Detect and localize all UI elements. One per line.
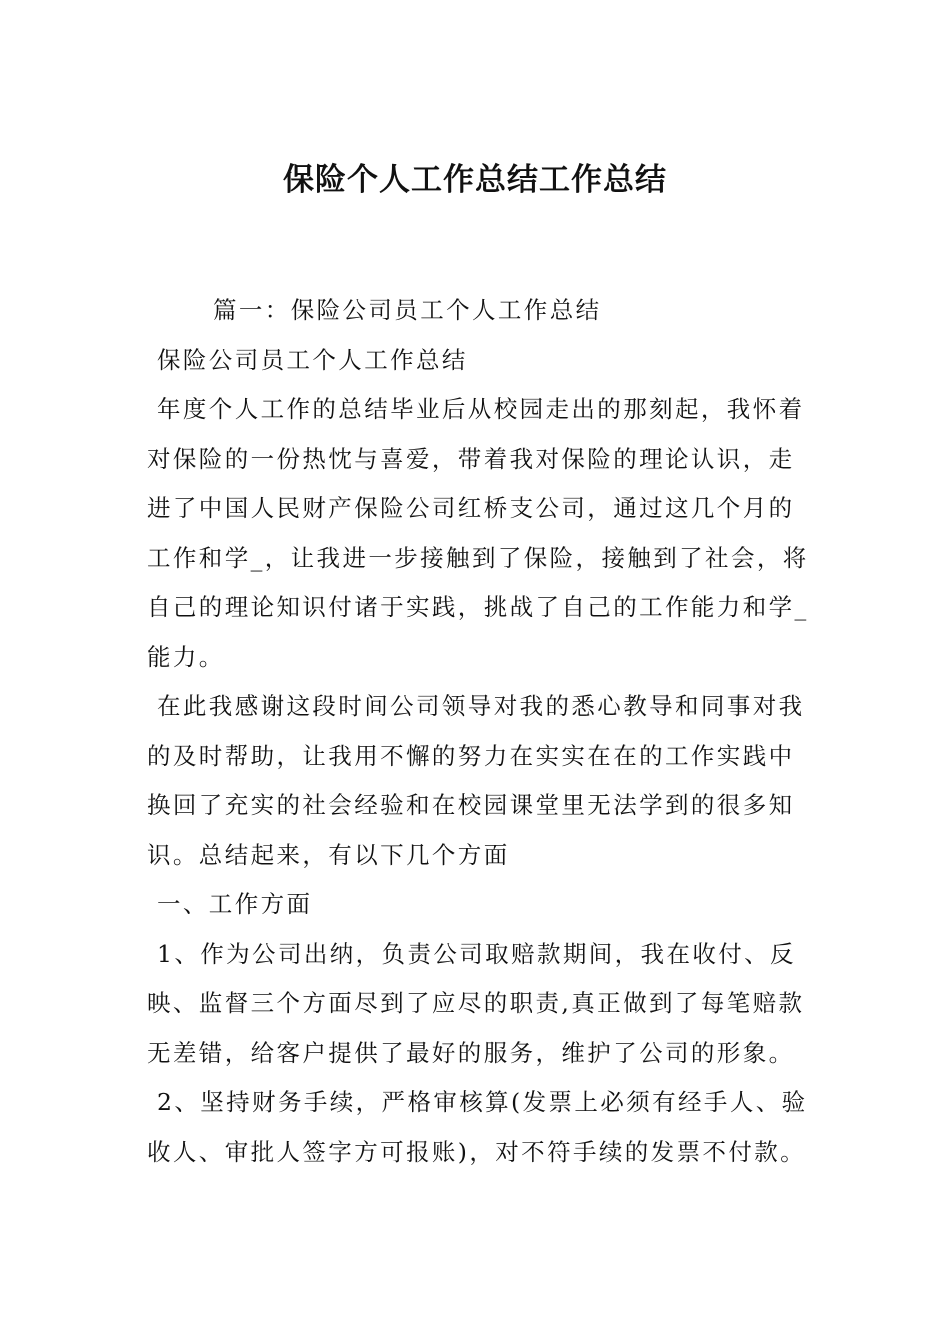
body-paragraph: 在此我感谢这段时间公司领导对我的悉心教导和同事对我的及时帮助，让我用不懈的努力在实实在在的工作实践中换回了充实的社会经验和在校园课堂里无法学到的很多知识。总结起来，有以下几个方面 — [147, 692, 805, 869]
list-item: 1、作为公司出纳，负责公司取赔款期间，我在收付、反映、监督三个方面尽到了应尽的职责,真正做到了每笔赔款无差错，给客户提供了最好的服务，维护了公司的形象。 — [147, 939, 805, 1067]
section-heading: 篇一：保险公司员工个人工作总结 — [213, 296, 602, 324]
document-title: 保险个人工作总结工作总结 — [283, 162, 667, 198]
body-paragraph: 年度个人工作的总结毕业后从校园走出的那刻起，我怀着对保险的一份热忱与喜爱，带着我对保险的理论认识，走进了中国人民财产保险公司红桥支公司，通过这几个月的工作和学_，让我进一步接触到了保险，接触到了社会，将自己的理论知识付诸于实践，挑战了自己的工作能力和学_能力。 — [147, 395, 809, 671]
document-body — [147, 286, 812, 1177]
subtitle-paragraph: 保险公司员工个人工作总结 — [157, 345, 468, 374]
list-item: 2、坚持财务手续，严格审核算(发票上必须有经手人、验收人、审批人签字方可报账)，对不符手续的发票不付款。 — [147, 1088, 808, 1166]
section-subheading: 一、工作方面 — [157, 890, 313, 918]
